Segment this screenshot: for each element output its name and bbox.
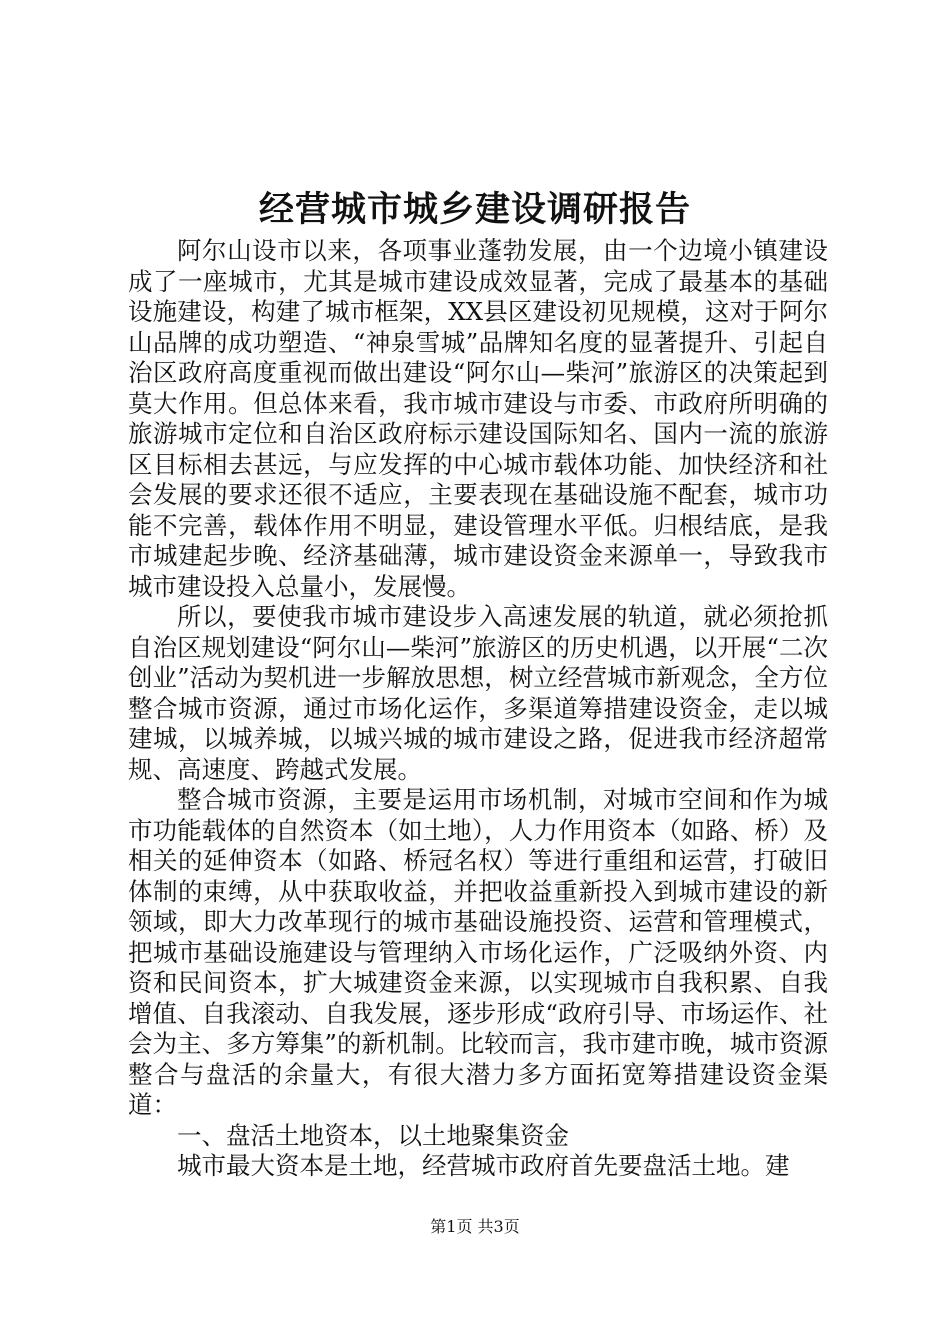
section-heading: 一、盘活土地资本，以土地聚集资金 [177,1120,569,1150]
document-title: 经营城市城乡建设调研报告 [258,189,691,230]
document-body [128,236,828,1182]
paragraph: 整合城市资源，主要是运用市场机制，对城市空间和作为城市功能载体的自然资本（如土地），人力作用资本（如路、桥）及相关的延伸资本（如路、桥冠名权）等进行重组和运营，打破旧体制的束缚，从中获取收益，并把收益重新投入到城市建设的新领域，即大力改革现行的城市基础设施投资、运营和管理模式，把城市基础设施建设与管理纳入市场化运作，广泛吸纳外资、内资和民间资本，扩大城建资金来源，以实现城市自我积累、自我增值、自我滚动、自我发展，逐步形成“政府引导、市场运作、社会为主、多方筹集”的新机制。比较而言，我市建市晚，城市资源整合与盘活的余量大，有很大潜力多方面拓宽筹措建设资金渠道： [128,785,828,1119]
paragraph: 所以，要使我市城市建设步入高速发展的轨道，就必须抢抓自治区规划建设“阿尔山—柴河”旅游区的历史机遇，以开展“二次创业”活动为契机进一步解放思想，树立经营城市新观念，全方位整合城市资源，通过市场化运作，多渠道筹措建设资金，走以城建城，以城养城，以城兴城的城市建设之路，促进我市经济超常规、高速度、跨越式发展。 [128,602,828,784]
paragraph: 城市最大资本是土地，经营城市政府首先要盘活土地。建 [177,1151,790,1180]
paragraph: 阿尔山设市以来，各项事业蓬勃发展，由一个边境小镇建设成了一座城市，尤其是城市建设成效显著，完成了最基本的基础设施建设，构建了城市框架，XX县区建设初见规模，这对于阿尔山品牌的成功塑造、“神泉雪城”品牌知名度的显著提升、引起自治区政府高度重视而做出建设“阿尔山—柴河”旅游区的决策起到莫大作用。但总体来看，我市城市建设与市委、市政府所明确的旅游城市定位和自治区政府标示建设国际知名、国内一流的旅游区目标相去甚远，与应发挥的中心城市载体功能、加快经济和社会发展的要求还很不适应，主要表现在基础设施不配套，城市功能不完善，载体作用不明显，建设管理水平低。归根结底，是我市城建起步晚、经济基础薄，城市建设资金来源单一，导致我市城市建设投入总量小，发展慢。 [128,236,828,601]
page-number-footer: 第1页 共3页 [430,1217,520,1236]
